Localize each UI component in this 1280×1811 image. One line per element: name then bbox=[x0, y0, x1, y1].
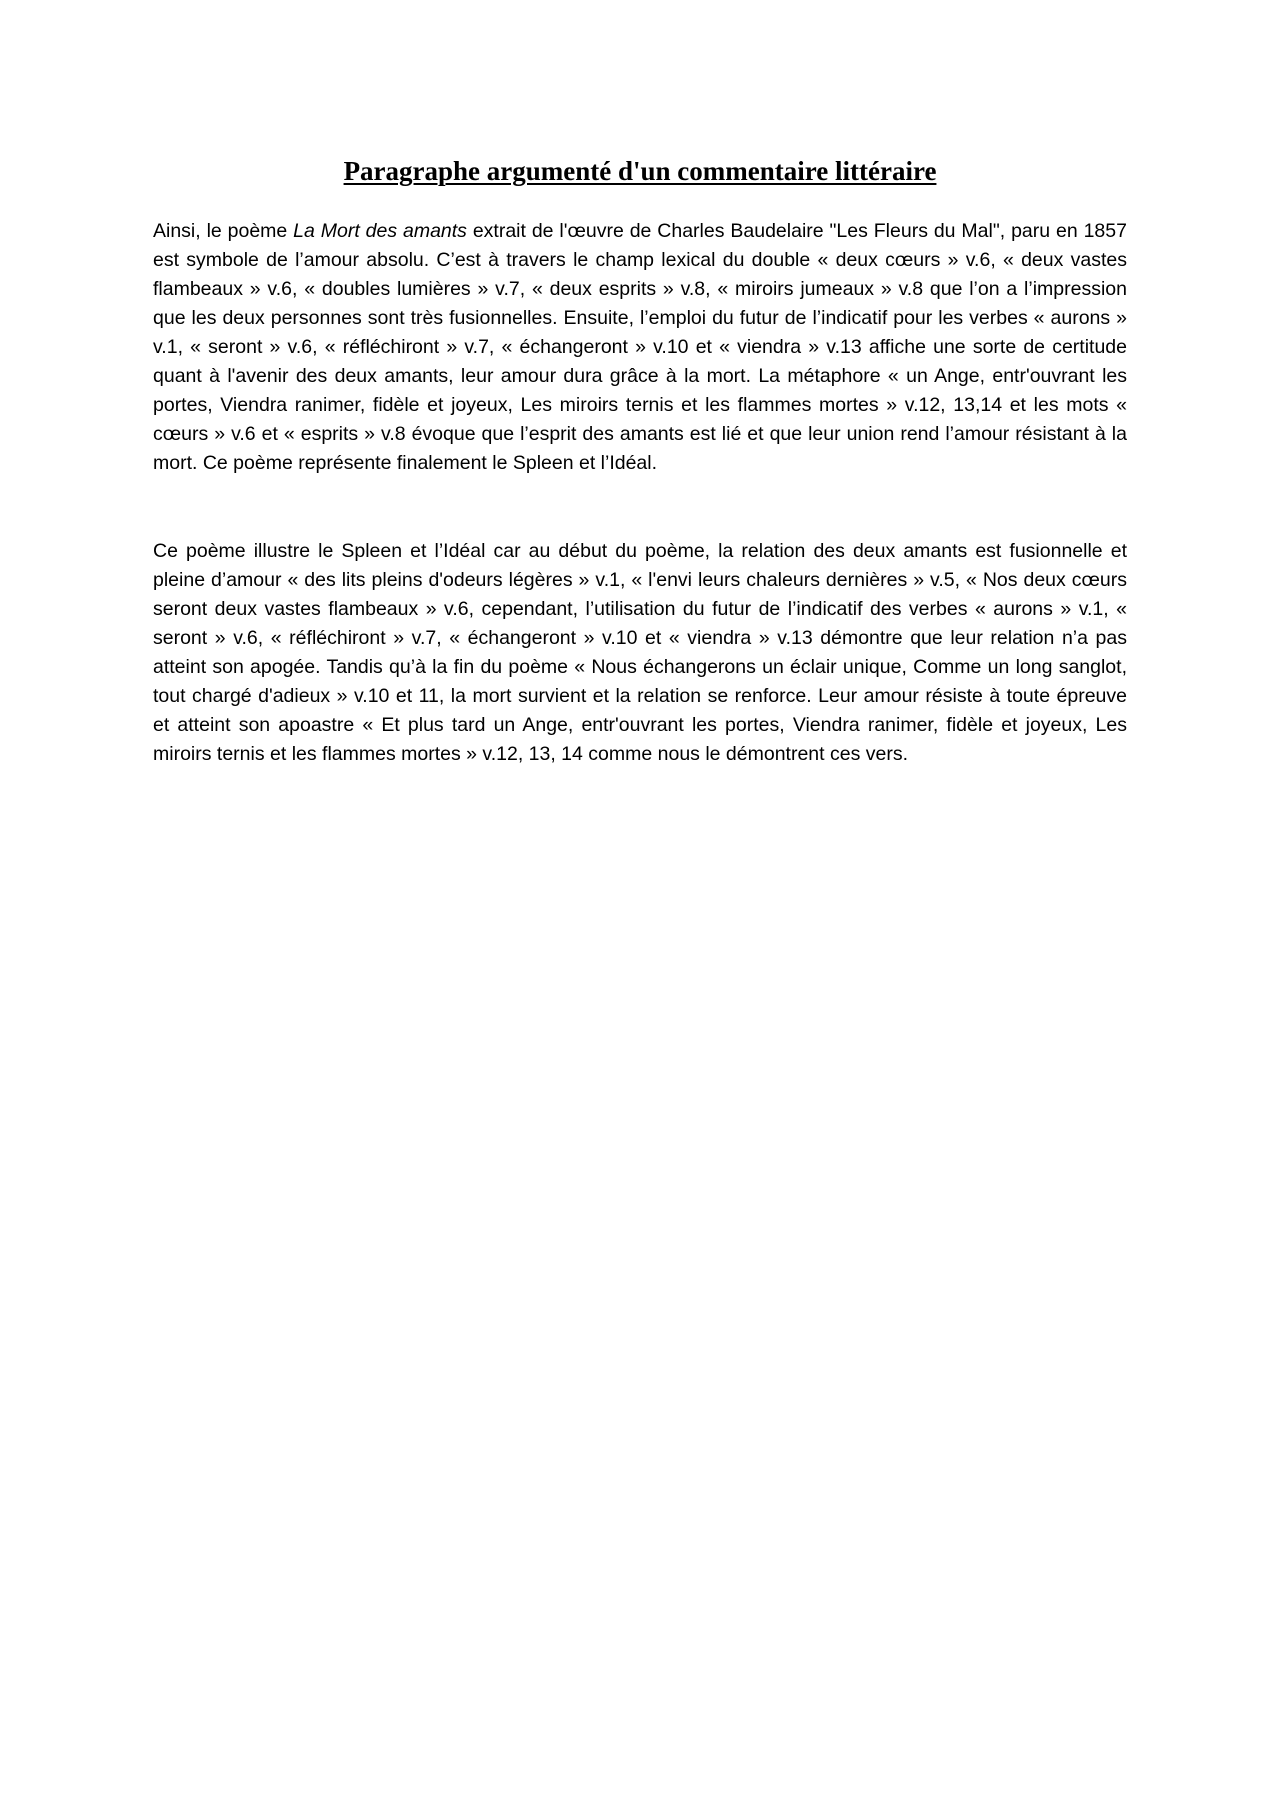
document-title: Paragraphe argumenté d'un commentaire littéraire bbox=[343, 156, 937, 186]
paragraph-2: Ce poème illustre le Spleen et l’Idéal car au début du poème, la relation des deux amants est fusionnelle et pleine d’amour « des lits pleins d'odeurs légères » v.1, « l'envi leurs chaleurs dernières » v.5, « Nos deux cœurs seront deux vastes flambeaux » v.6, cependant, l’utilisation du futur de l’indicatif des verbes « aurons » v.1, « seront » v.6, « réfléchiront » v.7, « échangeront » v.10 et « viendra » v.13 démontre que leur relation n’a pas atteint son apogée. Tandis qu’à la fin du poème « Nous échangerons un éclair unique, Comme un long sanglot, tout chargé d'adieux » v.10 et 11, la mort survient et la relation se renforce. Leur amour résiste à toute épreuve et atteint son apoastre « Et plus tard un Ange, entr'ouvrant les portes, Viendra ranimer, fidèle et joyeux, Les miroirs ternis et les flammes mortes » v.12, 13, 14 comme nous le démontrent ces vers. bbox=[153, 540, 1127, 765]
work-title: La Mort des amants bbox=[293, 220, 467, 242]
paragraph-1-lead: Ainsi, le poème bbox=[153, 220, 294, 242]
paragraph-1 bbox=[153, 217, 1127, 478]
paragraph-1-rest: extrait de l'œuvre de Charles Baudelaire "Les Fleurs du Mal", paru en 1857 est symbole de l’amour absolu. C’est à travers le champ lexical du double « deux cœurs » v.6, « deux vastes flambeaux » v.6, « doubles lumières » v.7, « deux esprits » v.8, « miroirs jumeaux » v.8 que l’on a l’impression que les deux personnes sont très fusionnelles. Ensuite, l’emploi du futur de l’indicatif pour les verbes « aurons » v.1, « seront » v.6, « réfléchiront » v.7, « échangeront » v.10 et « viendra » v.13 affiche une sorte de certitude quant à l'avenir des deux amants, leur amour dura grâce à la mort. La métaphore « un Ange, entr'ouvrant les portes, Viendra ranimer, fidèle et joyeux, Les miroirs ternis et les flammes mortes » v.12, 13,14 et les mots « cœurs » v.6 et « esprits » v.8 évoque que l’esprit des amants est lié et que leur union rend l’amour résistant à la mort. Ce poème représente finalement le Spleen et l’Idéal. bbox=[153, 220, 1127, 474]
